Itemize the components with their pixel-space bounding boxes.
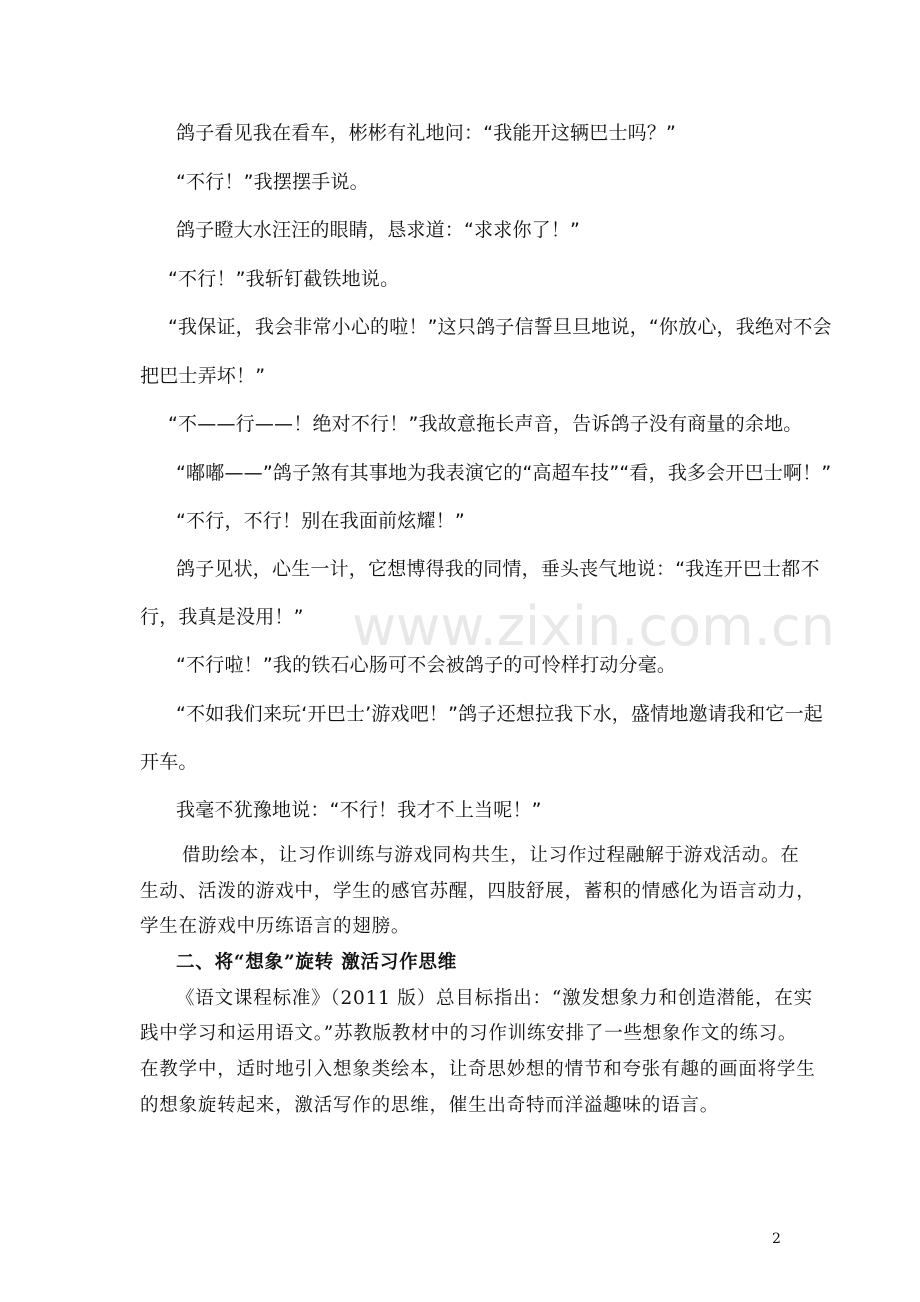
story-paragraph-11-line-1: “不如我们来玩‘开巴士’游戏吧！”鸽子还想拉我下水，盛情地邀请我和它一起: [176, 703, 823, 725]
story-paragraph-5-line-2: 把巴士弄坏！”: [140, 365, 266, 387]
commentary-line-2: 生动、活泼的游戏中，学生的感官苏醒，四肢舒展，蓄积的情感化为语言动力，: [140, 881, 816, 902]
story-paragraph-7: “嘟嘟——”鸽子煞有其事地为我表演它的“高超车技”“看，我多会开巴士啊！”: [176, 462, 832, 484]
section-heading: 二、将“想象”旋转 激活习作思维: [176, 952, 458, 973]
section-line-3: 在教学中，适时地引入想象类绘本，让奇思妙想的情节和夸张有趣的画面将学生: [140, 1059, 816, 1080]
story-paragraph-4: “不行！”我斩钉截铁地说。: [168, 268, 400, 290]
section-line-1: 《语文课程标准》（2011 版）总目标指出：“激发想象力和创造潜能，在实: [176, 988, 813, 1009]
story-paragraph-9-line-2: 行，我真是没用！”: [140, 606, 304, 628]
story-paragraph-2: “不行！”我摆摆手说。: [176, 171, 369, 193]
story-paragraph-9-line-1: 鸽子见状，心生一计，它想博得我的同情，垂头丧气地说：“我连开巴士都不: [176, 558, 820, 580]
story-paragraph-5-line-1: “我保证，我会非常小心的啦！”这只鸽子信誓旦旦地说，“你放心，我绝对不会: [168, 316, 832, 338]
story-paragraph-12: 我毫不犹豫地说：“不行！我才不上当呢！”: [176, 799, 542, 821]
story-paragraph-10: “不行啦！”我的铁石心肠可不会被鸽子的可怜样打动分毫。: [176, 654, 677, 676]
story-paragraph-3: 鸽子瞪大水汪汪的眼睛，恳求道：“求求你了！”: [176, 219, 581, 241]
story-paragraph-8: “不行，不行！别在我面前炫耀！”: [176, 510, 465, 532]
page-number: 2: [772, 1231, 781, 1247]
story-paragraph-6: “不——行——！绝对不行！”我故意拖长声音，告诉鸽子没有商量的余地。: [168, 413, 803, 435]
section-line-4: 的想象旋转起来，激活写作的思维，催生出奇特而洋溢趣味的语言。: [140, 1095, 720, 1116]
story-paragraph-1: 鸽子看见我在看车，彬彬有礼地问：“我能开这辆巴士吗？”: [176, 122, 677, 144]
watermark: www.zixin.com.cn: [352, 595, 835, 658]
story-paragraph-11-line-2: 开车。: [140, 751, 198, 773]
section-line-2: 践中学习和运用语文。”苏教版教材中的习作训练安排了一些想象作文的练习。: [140, 1023, 798, 1044]
commentary-line-1: 借助绘本，让习作训练与游戏同构共生，让习作过程融解于游戏活动。在: [182, 845, 800, 866]
commentary-line-3: 学生在游戏中历练语言的翅膀。: [140, 916, 411, 937]
